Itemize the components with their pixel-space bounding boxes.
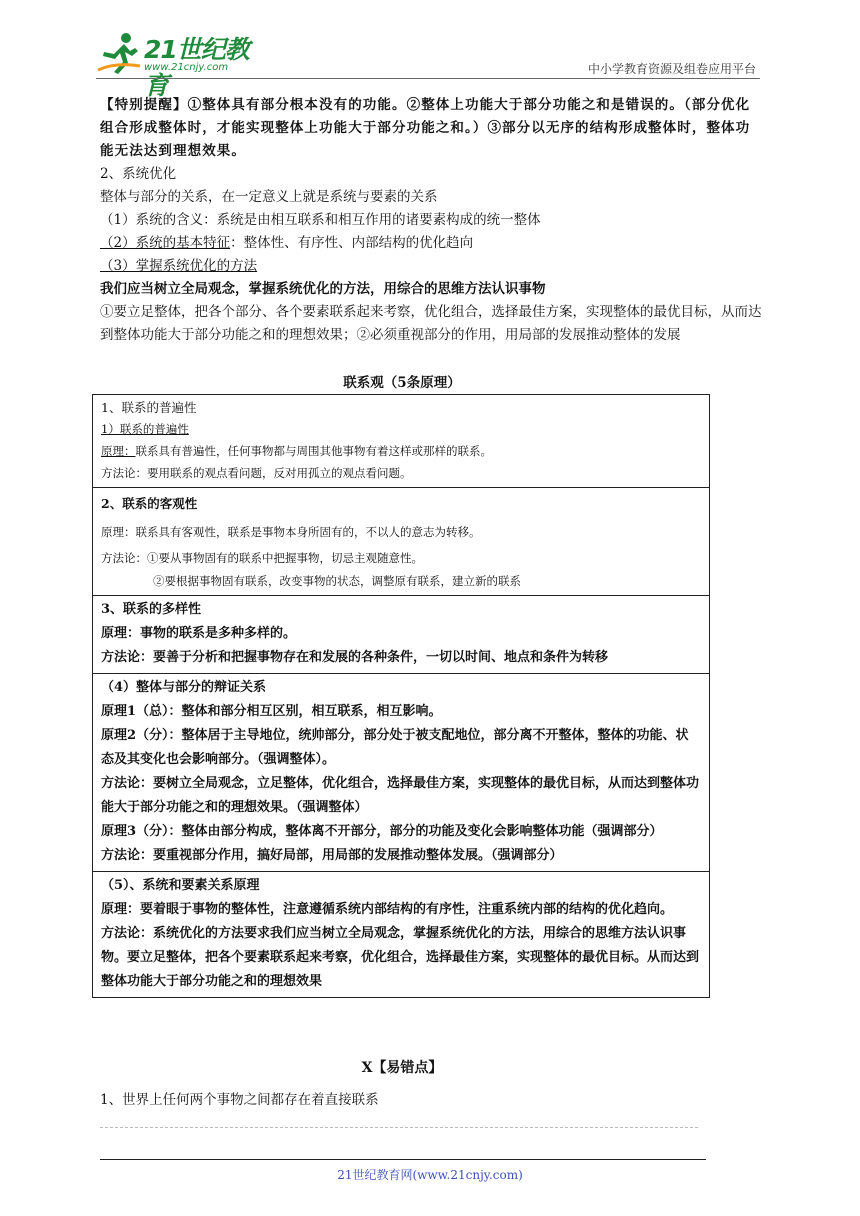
method-summary: 我们应当树立全局观念，掌握系统优化的方法，用综合的思维方法认识事物 [100,281,546,297]
logo-url: www.21cnjy.com [144,62,229,73]
cell-subtitle: 1）联系的普遍性 [101,422,189,436]
cell-principle: 原理：要着眼于事物的整体性，注意遵循系统内部结构的有序性，注重系统内部的结构的优化趋向。 [101,902,674,917]
principle-label: 原理： [101,444,136,458]
cell-title: 1、联系的普遍性 [101,400,197,415]
footer-text: 21世纪教育网(www.21cnjy.com) [337,1168,523,1182]
runner-logo-icon [96,32,142,76]
cell-method: 方法论：要善于分析和把握事物存在和发展的各种条件，一切以时间、地点和条件为转移 [101,650,609,665]
system-optimization-heading: 2、系统优化 [100,166,177,182]
cell-principle-1: 原理1（总）：整体和部分相互区别，相互联系，相互影响。 [101,704,442,719]
header-divider [96,78,760,79]
platform-name: 中小学教育资源及组卷应用平台 [587,62,756,76]
error-item: 1、世界上任何两个事物之间都存在着直接联系 [100,1092,379,1108]
cell-method-1: 方法论：要树立全局观念，立足整体，优化组合，选择最佳方案，实现整体的最优目标，从而达到整体功能大于部分功能之和的理想效果。（强调整体） [101,776,700,815]
logo-text: 21世纪教育 [144,35,249,100]
cell-principle-3: 原理3（分）：整体由部分构成，整体离不开部分，部分的功能及变化会影响整体功能（强调部分） [101,824,663,839]
error-points-title: Ⅹ【易错点】 [361,1060,443,1076]
system-meaning: （1）系统的含义：系统是由相互联系和相互作用的诸要素构成的统一整体 [100,212,541,228]
footer-divider [100,1159,706,1160]
cell-title: （5）、系统和要素关系原理 [101,878,260,893]
table-cell-universality [93,395,709,488]
table-cell-whole-part [93,674,709,872]
table-cell-objectivity [93,488,709,596]
cell-method: 方法论：①要从事物固有的联系中把握事物，切忌主观随意性。 [101,551,423,565]
intro-content [100,94,764,347]
special-reminder: 【特别提醒】①整体具有部分根本没有的功能。②整体上功能大于部分功能之和是错误的。（部分优化组合形成整体时，才能实现整体上功能大于部分功能之和。）③部分以无序的结构形成整体时，整体功能无法达到理想效果。 [100,97,751,159]
cell-principle: 原理：事物的联系是多种多样的。 [101,626,297,641]
cell-method: 方法论：系统优化的方法要求我们应当树立全局观念，掌握系统优化的方法，用综合的思维方法认识事物。要立足整体，把各个要素联系起来考察，优化组合，选择最佳方案，实现整体的最优目标。从而达到整体功能大于部分功能之和的理想效果 [101,926,700,989]
table-cell-system-elements [93,872,709,997]
answer-line [100,1127,698,1128]
cell-principle: 原理：联系具有客观性，联系是事物本身所固有的，不以人的意志为转移。 [101,525,481,539]
method-details: ①要立足整体，把各个部分、各个要素联系起来考察，优化组合，选择最佳方案，实现整体的最优目标，从而达到整体功能大于部分功能之和的理想效果；②必须重视部分的作用，用局部的发展推动整体的发展 [100,304,762,343]
section-title: 联系观（5条原理） [343,375,461,391]
system-features-label: （2）系统的基本特征 [100,235,231,251]
system-features [100,232,764,255]
cell-method: 方法论：要用联系的观点看问题，反对用孤立的观点看问题。 [101,466,412,480]
cell-title: 3、联系的多样性 [101,602,202,617]
method-heading: （3）掌握系统优化的方法 [100,258,258,274]
cell-principle-2: 原理2（分）：整体居于主导地位，统帅部分，部分处于被支配地位，部分离不开整体，整体的功能、状态及其变化也会影响部分。（强调整体）。 [101,728,689,767]
cell-principle [101,440,701,462]
cell-title: （4）整体与部分的辩证关系 [101,680,267,695]
page-header [0,0,860,100]
cell-title: 2、联系的客观性 [101,496,198,511]
table-cell-diversity [93,596,709,674]
cell-method-2: ②要根据事物固有联系，改变事物的状态，调整原有联系，建立新的联系 [153,574,521,588]
cell-method-2: 方法论：要重视部分作用，搞好局部，用局部的发展推动整体发展。（强调部分） [101,848,563,863]
principle-text: 联系具有普遍性，任何事物都与周围其他事物有着这样或那样的联系。 [135,444,492,458]
system-features-text: ：整体性、有序性、内部结构的优化趋向 [230,235,474,251]
whole-part-relation: 整体与部分的关系，在一定意义上就是系统与要素的关系 [100,189,438,205]
logo [96,30,266,100]
principles-table [92,394,710,998]
